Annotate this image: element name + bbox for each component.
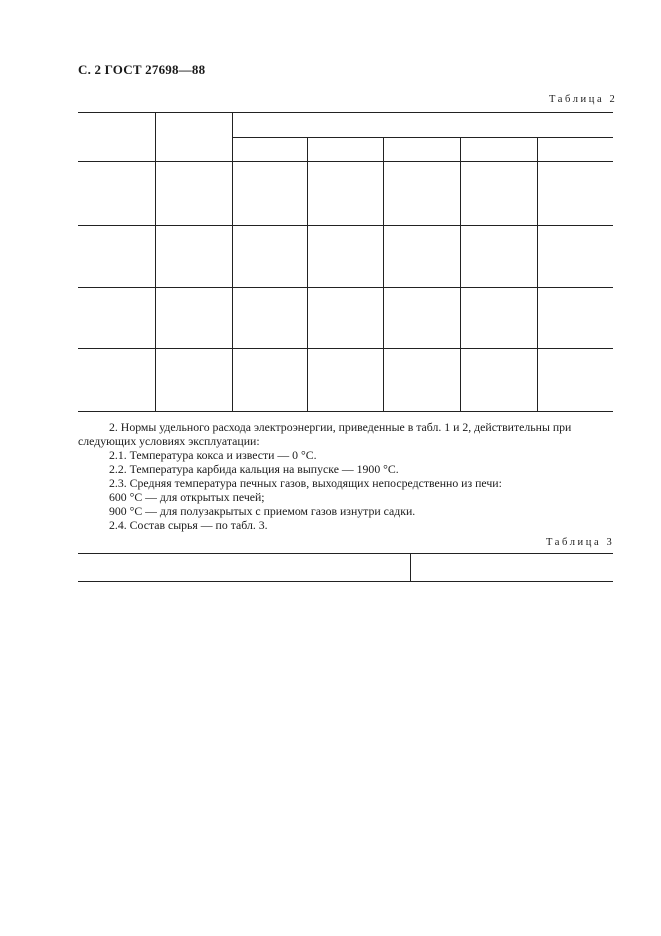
paragraph-2-3: 2.3. Средняя температура печных газов, выходящих непосредственно из печи: [109, 476, 502, 490]
table2-group-rule [78, 348, 613, 349]
table2-label: Таблица 2 [549, 94, 618, 105]
table3-col-rule [410, 553, 411, 581]
table3-row-value [460, 680, 520, 692]
table3-row-value [460, 645, 520, 657]
table3-row-value [460, 621, 520, 633]
table3-row-value [460, 610, 520, 622]
table2-kv-rule [232, 137, 613, 138]
table2-group-rule [78, 225, 613, 226]
paragraph-2-2: 2.2. Температура карбида кальция на выпуске — 1900 °С. [109, 462, 399, 476]
paragraph-600: 600 °С — для открытых печей; [109, 490, 265, 504]
paragraph-900: 900 °С — для полузакрытых с приемом газов изнутри садки. [109, 504, 416, 518]
table3-row-value [460, 739, 520, 751]
table2-group-rule [78, 287, 613, 288]
paragraph-2: 2. Нормы удельного расхода электроэнергии, приведенные в табл. 1 и 2, действительны при [109, 420, 572, 434]
table3-row-value [460, 834, 520, 846]
paragraph-2-cont: следующих условиях эксплуатации: [78, 434, 260, 448]
table3-row-value [460, 598, 520, 610]
table3-row-value [460, 763, 520, 775]
table2-col-rule [383, 137, 384, 411]
table2-col-rule [460, 137, 461, 411]
table3-label: Таблица 3 [546, 537, 615, 548]
paragraph-2-1: 2.1. Температура кокса и извести — 0 °С. [109, 448, 317, 462]
table3-row-value [460, 751, 520, 763]
table2-col-rule [155, 112, 156, 411]
table2-col-rule [307, 137, 308, 411]
table3-header-rule [78, 581, 613, 582]
table2-top-rule [78, 112, 613, 113]
table2-header-rule [78, 161, 613, 162]
table3-row-value [460, 704, 520, 716]
table3-row-value [460, 633, 520, 645]
paragraph-2-4: 2.4. Состав сырья — по табл. 3. [109, 518, 268, 532]
table3-top-rule [78, 553, 613, 554]
table3-row-value [460, 822, 520, 834]
page-header: С. 2 ГОСТ 27698—88 [78, 62, 206, 77]
table3-row-value [460, 775, 520, 787]
table2-col-rule [232, 112, 233, 411]
table3-row-value [460, 810, 520, 822]
table2-bottom-rule [78, 411, 613, 412]
table3-row-value [460, 692, 520, 704]
table2-col-rule [537, 137, 538, 411]
table3-row-value [460, 716, 520, 728]
